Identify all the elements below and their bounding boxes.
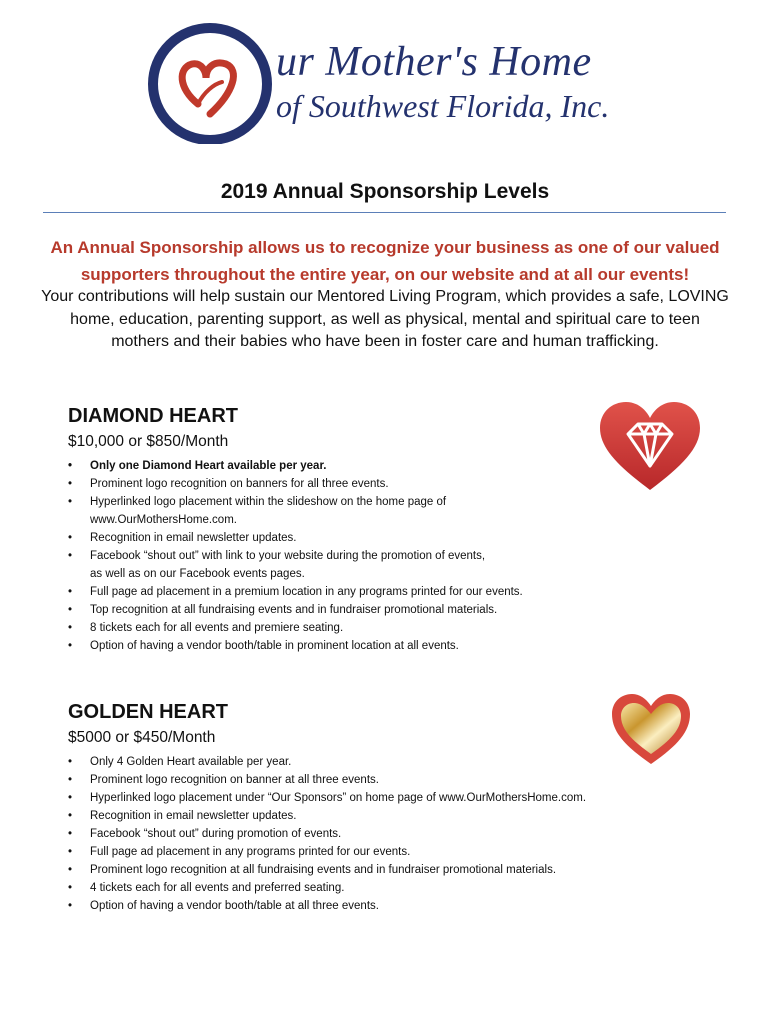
- benefit-text: Hyperlinked logo placement within the slideshow on the home page of: [90, 496, 447, 508]
- benefit-text: Facebook “shout out” with link to your website during the promotion of events,: [90, 550, 486, 562]
- level-diamond-heart: [68, 403, 668, 655]
- benefit-item: • Prominent logo recognition at all fundraising events and in fundraiser promotional materials.: [68, 861, 668, 879]
- benefit-item: • Only 4 Golden Heart available per year.: [68, 753, 668, 771]
- intro-highlight: An Annual Sponsorship allows us to recognize your business as one of our valued supporters throughout the entire year, on our website and at all our events!: [50, 238, 720, 284]
- benefit-item: • Recognition in email newsletter updates.: [68, 807, 668, 825]
- benefit-item: • Only one Diamond Heart available per year.: [68, 457, 668, 475]
- benefit-item: [68, 493, 668, 529]
- level-golden-heart: [68, 699, 668, 915]
- level-name: GOLDEN HEART: [68, 701, 228, 723]
- logo-name-line: ur Mother's Home: [276, 39, 592, 85]
- level-price: $10,000 or $850/Month: [68, 433, 229, 450]
- benefit-item: • 4 tickets each for all events and preferred seating.: [68, 879, 668, 897]
- benefit-list: [68, 753, 668, 915]
- title-divider: [43, 212, 726, 213]
- organization-logo: [148, 22, 628, 144]
- level-price: $5000 or $450/Month: [68, 729, 216, 746]
- logo-location-line: of Southwest Florida, Inc.: [276, 88, 610, 124]
- golden-heart-icon: [610, 692, 692, 766]
- benefit-item: • Prominent logo recognition on banner at all three events.: [68, 771, 668, 789]
- benefit-item: • Hyperlinked logo placement under “Our Sponsors” on home page of www.OurMothersHome.com.: [68, 789, 668, 807]
- benefit-item: • Recognition in email newsletter updates.: [68, 529, 668, 547]
- benefit-item: • Top recognition at all fundraising events and in fundraiser promotional materials.: [68, 601, 668, 619]
- level-name: DIAMOND HEART: [68, 405, 238, 427]
- benefit-item: • Prominent logo recognition on banners for all three events.: [68, 475, 668, 493]
- benefit-item: • Option of having a vendor booth/table at all three events.: [68, 897, 668, 915]
- benefit-item: • Full page ad placement in any programs printed for our events.: [68, 843, 668, 861]
- benefit-text-continued: www.OurMothersHome.com.: [90, 514, 237, 526]
- heart-o-logo-icon: [148, 22, 278, 144]
- benefit-item: • Option of having a vendor booth/table in prominent location at all events.: [68, 637, 668, 655]
- benefit-item: • 8 tickets each for all events and premiere seating.: [68, 619, 668, 637]
- benefit-item: [68, 547, 668, 583]
- benefit-item: • Facebook “shout out” during promotion of events.: [68, 825, 668, 843]
- intro-description: Your contributions will help sustain our Mentored Living Program, which provides a safe, LOVING home, education, parenting support, as well as physical, mental and spiritual care to teen mothers and their babies who have been in foster care and human trafficking.: [41, 288, 729, 350]
- benefit-item: • Full page ad placement in a premium location in any programs printed for our events.: [68, 583, 668, 601]
- page-title: 2019 Annual Sponsorship Levels: [220, 180, 550, 203]
- benefit-list: [68, 457, 668, 655]
- benefit-text-continued: as well as on our Facebook events pages.: [90, 568, 305, 580]
- diamond-heart-icon: [598, 400, 702, 492]
